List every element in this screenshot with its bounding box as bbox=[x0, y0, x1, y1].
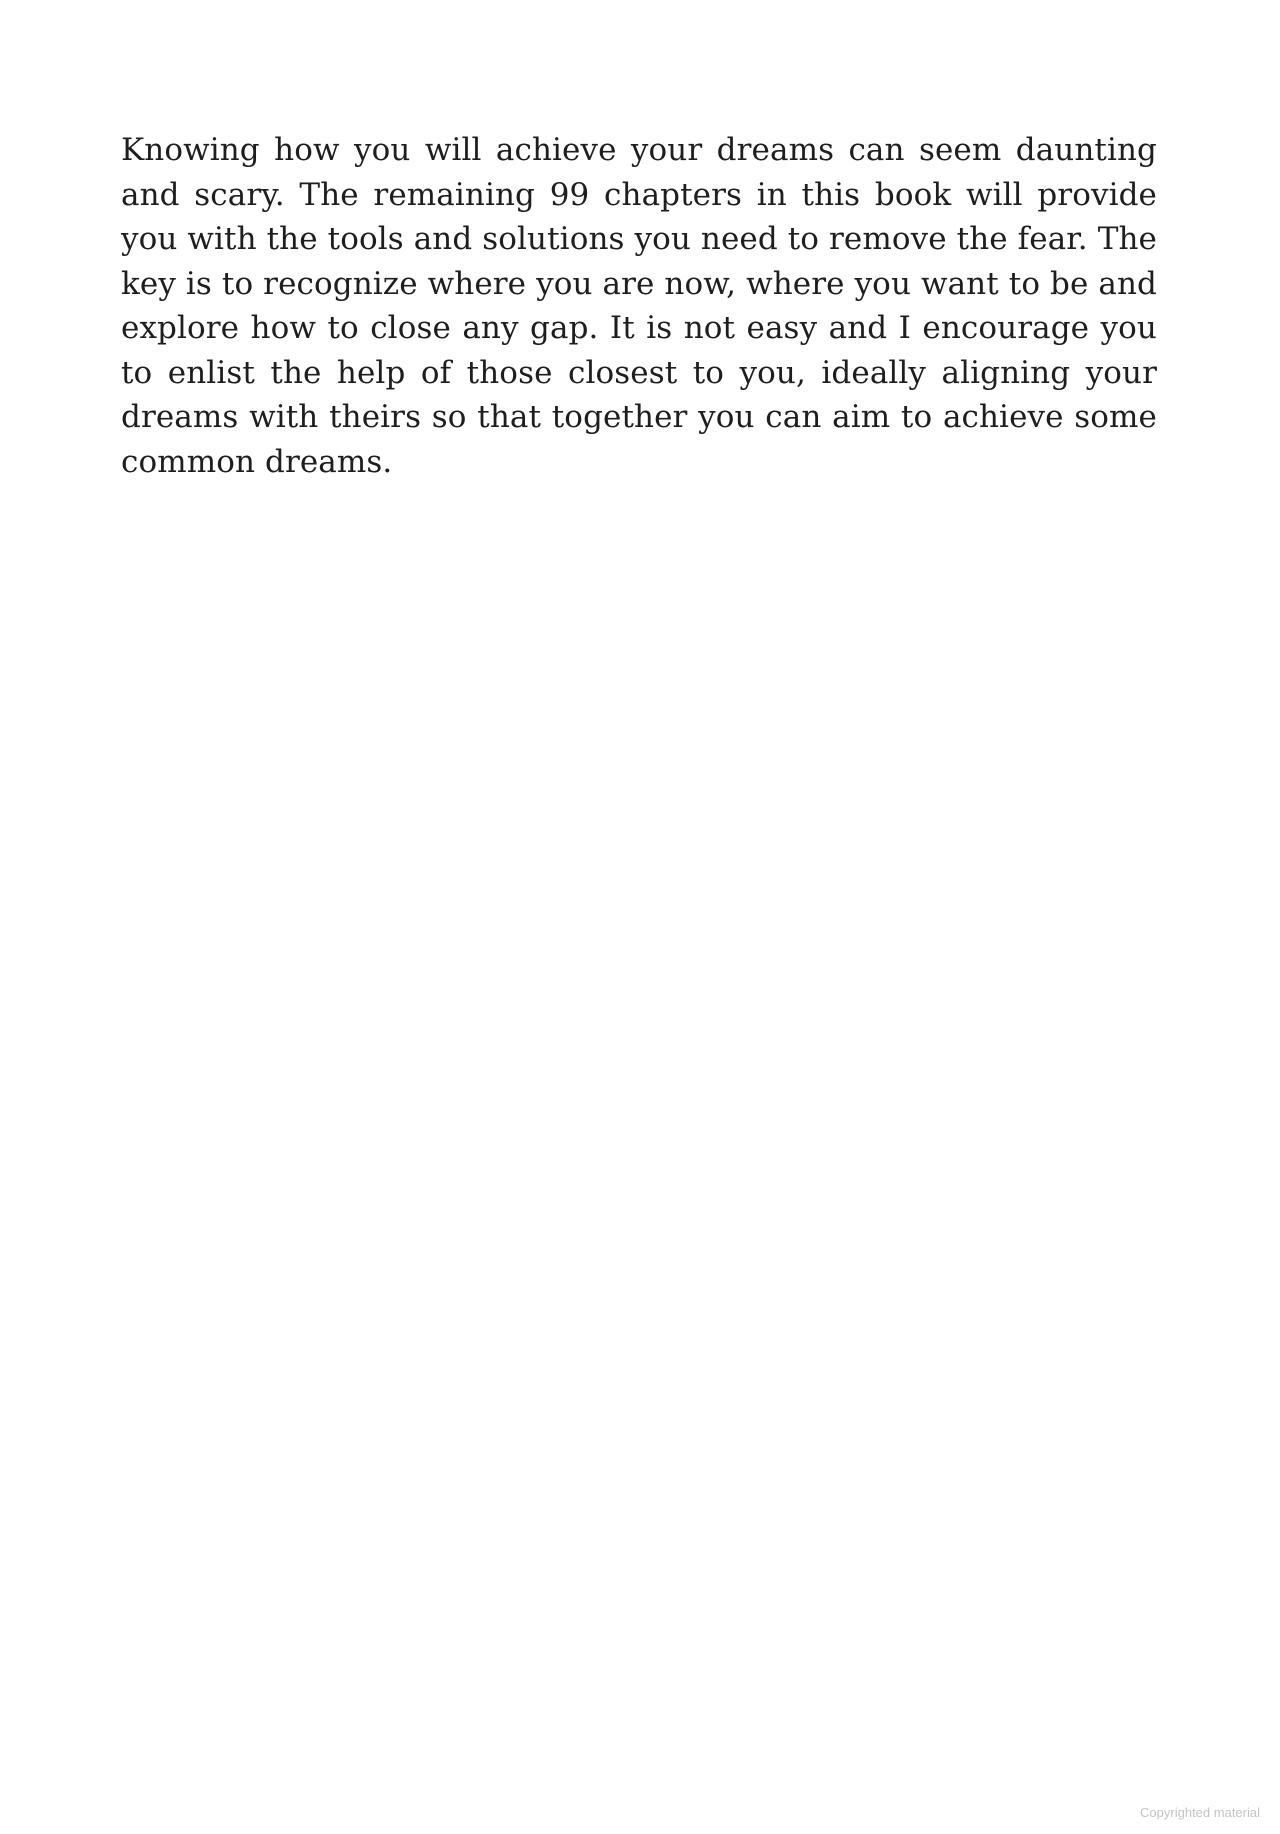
copyright-footer: Copyrighted material bbox=[1140, 1805, 1260, 1820]
body-paragraph: Knowing how you will achieve your dreams can seem daunting and scary. The remaining 99 chapters in this book will provide you with the tools and solutions you need to remove the fear. The key is to recognize where you are now, where you want to be and explore how to close any gap. It is not easy and I encourage you to enlist the help of those closest to you, ideally aligning your dreams with theirs so that together you can aim to achieve some common dreams. bbox=[121, 132, 1157, 480]
